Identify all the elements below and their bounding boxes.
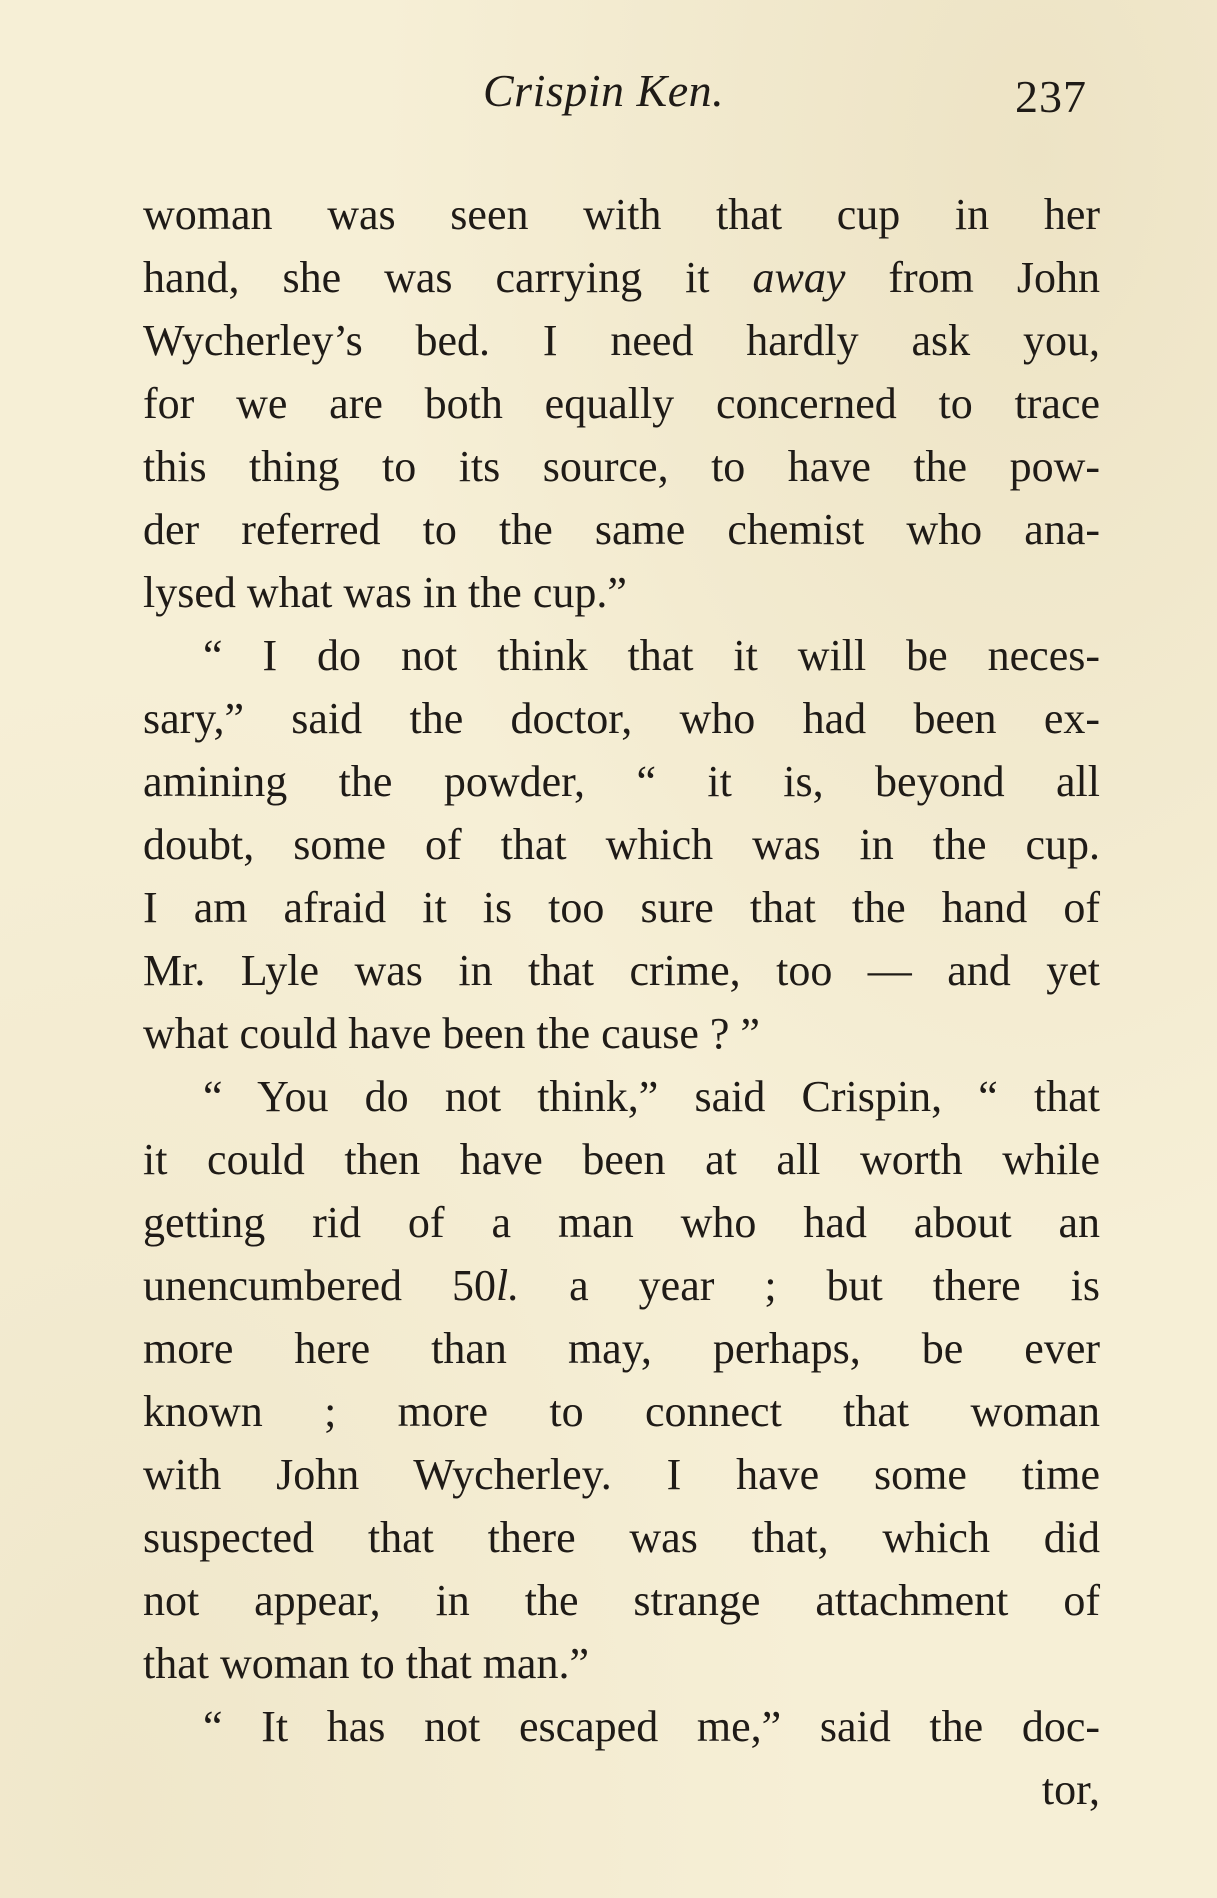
- text-line: Mr. Lyle was in that crime, too — and yet: [143, 946, 1100, 995]
- text-line: I am afraid it is too sure that the hand of: [143, 883, 1100, 932]
- text-line: that woman to that man.”: [143, 1639, 589, 1688]
- text-line: with John Wycherley. I have some time: [143, 1450, 1100, 1499]
- text-line: not appear, in the strange attachment of: [143, 1576, 1100, 1625]
- text-line: unencumbered 50l. a year ; but there is: [143, 1261, 1100, 1310]
- text-line: “ I do not think that it will be neces-: [203, 631, 1100, 680]
- body-text: [143, 183, 1100, 1821]
- page-header: [0, 62, 1217, 132]
- text-line: this thing to its source, to have the pow-: [143, 442, 1100, 491]
- text-line: “ You do not think,” said Crispin, “ that: [203, 1072, 1100, 1121]
- page-number: 237: [1015, 71, 1087, 122]
- text-line: it could then have been at all worth while: [143, 1135, 1100, 1184]
- catchword: tor,: [1041, 1765, 1100, 1814]
- text-line: doubt, some of that which was in the cup.: [143, 820, 1100, 869]
- text-line: suspected that there was that, which did: [143, 1513, 1100, 1562]
- text-line: hand, she was carrying it away from John: [143, 253, 1101, 302]
- text-line: what could have been the cause ? ”: [143, 1009, 760, 1058]
- text-line: lysed what was in the cup.”: [143, 568, 627, 617]
- text-line: getting rid of a man who had about an: [143, 1198, 1100, 1247]
- italic-word: l.: [495, 1261, 520, 1310]
- text-line: der referred to the same chemist who ana-: [143, 505, 1100, 554]
- text-line: amining the powder, “ it is, beyond all: [143, 757, 1100, 806]
- text-line: more here than may, perhaps, be ever: [143, 1324, 1100, 1373]
- text-line: for we are both equally concerned to trace: [143, 379, 1100, 428]
- text-line: Wycherley’s bed. I need hardly ask you,: [143, 316, 1100, 365]
- italic-word: away: [752, 253, 846, 302]
- text-line: woman was seen with that cup in her: [143, 190, 1100, 239]
- text-line: “ It has not escaped me,” said the doc-: [203, 1702, 1100, 1751]
- running-title: Crispin Ken.: [483, 65, 725, 116]
- text-line: known ; more to connect that woman: [143, 1387, 1100, 1436]
- text-line: sary,” said the doctor, who had been ex-: [143, 694, 1100, 743]
